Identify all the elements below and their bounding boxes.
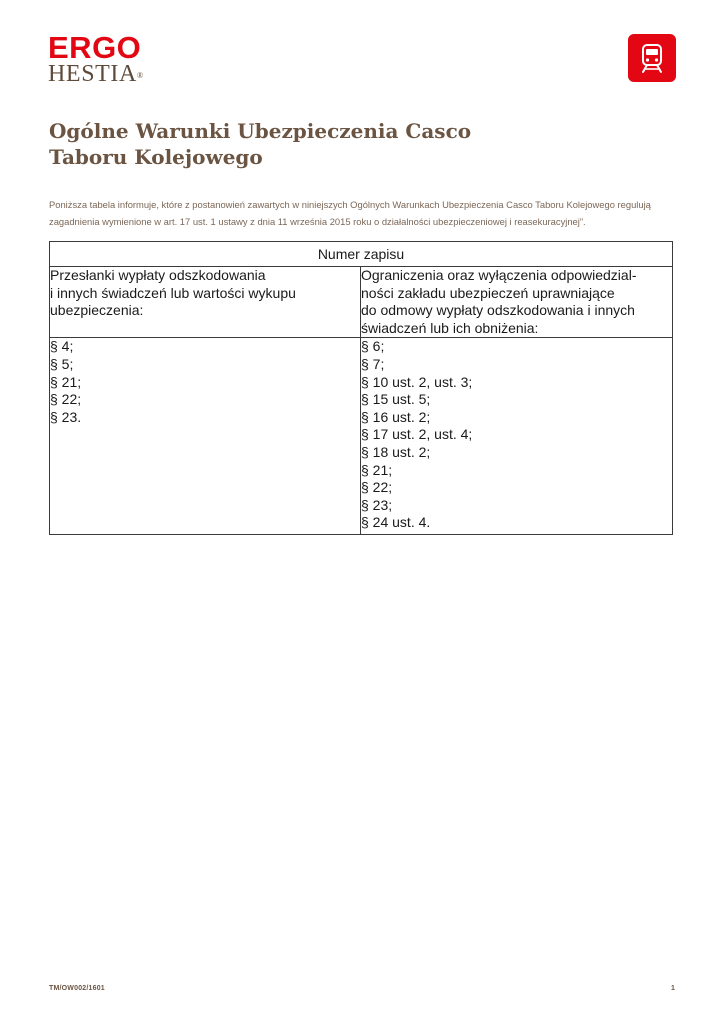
page-number: 1 [671, 985, 675, 992]
logo-hestia-text [48, 62, 144, 86]
table-row [50, 338, 673, 535]
logo-registered-mark: ® [136, 71, 144, 80]
list-item: § 17 ust. 2, ust. 4; [361, 426, 473, 443]
left-heading-line: i innych świadczeń lub wartości wykupu [50, 284, 296, 301]
list-item: § 23. [50, 408, 82, 425]
list-item: § 10 ust. 2, ust. 3; [361, 373, 473, 390]
document-title [49, 118, 609, 170]
table-heading-row [50, 267, 673, 338]
list-item: § 4; [50, 338, 74, 355]
table-header-row [50, 242, 673, 267]
intro-line-2: zagadnienia wymienione w art. 17 ust. 1 ustawy z dnia 11 września 2015 roku o działalności ubezpieczeniowej i reasekuracyjnej”. [49, 216, 586, 227]
logo-hestia-word: HESTIA [48, 61, 137, 87]
table-header-cell: Numer zapisu [50, 242, 673, 267]
document-code: TM/OW002/1601 [49, 985, 105, 992]
ergo-hestia-logo [48, 30, 144, 87]
left-items-cell [50, 338, 361, 535]
provisions-table [49, 241, 673, 535]
list-item: § 24 ust. 4. [361, 514, 431, 531]
logo-ergo-text: ERGO [48, 30, 142, 65]
train-badge [628, 34, 676, 82]
list-item: § 16 ust. 2; [361, 408, 431, 425]
intro-paragraph [49, 196, 671, 230]
list-item: § 21; [50, 373, 82, 390]
title-line-1: Ogólne Warunki Ubezpieczenia Casco [49, 119, 472, 143]
left-column-heading [50, 267, 361, 338]
intro-line-1: Poniższa tabela informuje, które z postanowień zawartych w niniejszych Ogólnych Warunkach Ubezpieczenia Casco Taboru Kolejowego regulują [49, 199, 651, 210]
list-item: § 18 ust. 2; [361, 443, 431, 460]
right-items-cell [361, 338, 673, 535]
right-heading-line: ności zakładu ubezpieczeń uprawniające [361, 284, 615, 301]
train-icon [637, 42, 667, 74]
right-column-heading [361, 267, 673, 338]
list-item: § 21; [361, 461, 393, 478]
right-heading-line: Ograniczenia oraz wyłączenia odpowiedzial- [361, 267, 637, 283]
list-item: § 6; [361, 338, 385, 355]
list-item: § 22; [50, 391, 82, 408]
list-item: § 23; [361, 496, 393, 513]
list-item: § 15 ust. 5; [361, 391, 431, 408]
right-heading-line: do odmowy wypłaty odszkodowania i innych [361, 302, 635, 319]
left-heading-line: Przesłanki wypłaty odszkodowania [50, 267, 266, 283]
list-item: § 7; [361, 355, 385, 372]
left-heading-line: ubezpieczenia: [50, 302, 144, 319]
list-item: § 22; [361, 479, 393, 496]
right-heading-line: świadczeń lub ich obniżenia: [361, 319, 539, 336]
title-line-2: Taboru Kolejowego [49, 145, 263, 169]
list-item: § 5; [50, 355, 74, 372]
